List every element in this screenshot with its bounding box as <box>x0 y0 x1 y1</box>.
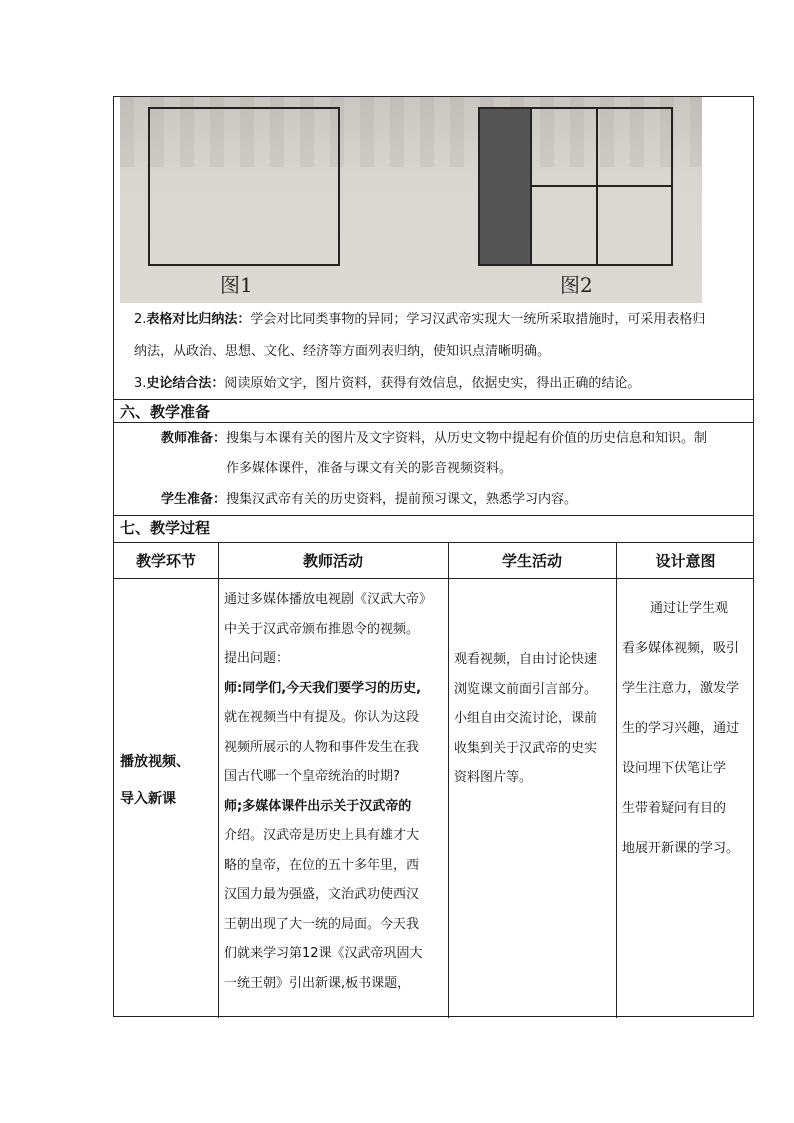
method-3-title: 史论结合法： <box>146 376 225 391</box>
teacher-line: 师;多媒体课件出示关于汉武帝的 <box>224 798 412 814</box>
teacher-line: 提出问题： <box>224 651 290 666</box>
design-line: 生的学习兴趣，通过 <box>622 721 740 736</box>
section-heading-prep: 六、教学准备 <box>120 403 211 421</box>
teacher-line: 们就来学习第12课《汉武帝巩固大 <box>224 946 423 961</box>
student-prep-line-1: 学生准备：搜集汉武帝有关的历史资料，提前预习课文，熟悉学习内容。 <box>161 492 578 507</box>
teacher-line: 王朝出现了大一统的局面。今天我 <box>224 916 420 932</box>
student-line: 观看视频，自由讨论快速 <box>454 652 598 667</box>
figure-2-caption: 图2 <box>560 273 593 297</box>
teacher-line: 通过多媒体播放电视剧《汉武大帝》 <box>224 592 433 607</box>
figure-photo <box>120 97 702 303</box>
teacher-line: 略的皇帝，在位的五十多年里，西 <box>224 857 420 873</box>
design-line: 设问埋下伏笔让学 <box>622 761 727 776</box>
teacher-line: 就在视频当中有提及。你认为这段 <box>224 710 420 725</box>
figure-2-shaded-strip <box>480 109 530 264</box>
student-prep-label: 学生准备： <box>161 492 227 507</box>
header-stage: 教学环节 <box>135 551 196 570</box>
teacher-prep-line-1: 教师准备：搜集与本课有关的图片及文字资料，从历史文物中提起有价值的历史信息和知识。制 <box>161 431 708 446</box>
teacher-prep-label: 教师准备： <box>161 431 227 446</box>
student-line: 浏览课文前面引言部分。 <box>454 681 598 697</box>
student-activity-cell <box>454 645 614 793</box>
student-line: 小组自由交流讨论，课前 <box>454 711 598 726</box>
design-line: 地展开新课的学习。 <box>622 841 740 856</box>
teacher-line: 汉国力最为强盛，文治武功使西汉 <box>224 887 420 902</box>
student-line: 收集到关于汉武帝的史实 <box>454 740 598 756</box>
design-intent-cell <box>622 589 752 869</box>
method-3-line-1: 3.史论结合法：阅读原始文字，图片资料，获得有效信息，依据史实，得出正确的结论。 <box>134 376 641 391</box>
method-2-title: 表格对比归纳法： <box>146 312 251 327</box>
teacher-activity-cell <box>224 585 446 998</box>
teacher-prep-line-2: 作多媒体课件，准备与课文有关的影音视频资料。 <box>226 461 513 476</box>
header-student-activity: 学生活动 <box>501 551 562 570</box>
figure-2-grid <box>478 107 673 266</box>
teacher-line: 视频所展示的人物和事件发生在我 <box>224 739 420 755</box>
header-teacher-activity: 教师活动 <box>302 551 363 570</box>
figure-1-caption: 图1 <box>220 273 253 297</box>
lesson-plan-frame <box>113 96 754 1017</box>
teacher-line: 介绍。汉武帝是历史上具有雄才大 <box>224 828 420 843</box>
design-line: 看多媒体视频，吸引 <box>622 641 740 656</box>
section-heading-process: 七、教学过程 <box>120 519 211 537</box>
teacher-line: 中关于汉武帝颁布推恩令的视频。 <box>224 621 420 637</box>
design-line: 通过让学生观 <box>650 601 729 616</box>
design-line: 学生注意力，激发学 <box>622 681 740 696</box>
design-line: 生带着疑问有目的 <box>622 801 727 816</box>
method-2-line-1: 2.表格对比归纳法：学会对比同类事物的异同；学习汉武帝实现大一统所采取措施时，可采用表格归 <box>134 312 706 327</box>
figure-1-square <box>148 107 340 266</box>
student-line: 资料图片等。 <box>454 770 533 785</box>
header-design-intent: 设计意图 <box>655 551 716 570</box>
teacher-line: 一统王朝》引出新课,板书课题， <box>224 975 411 991</box>
stage-cell: 播放视频、 导入新课 <box>120 754 190 807</box>
teacher-line: 师:同学们,今天我们要学习的历史, <box>224 680 422 696</box>
method-2-line-2: 纳法，从政治、思想、文化、经济等方面列表归纳，使知识点清晰明确。 <box>134 344 551 359</box>
teacher-line: 国古代哪一个皇帝统治的时期? <box>224 769 400 784</box>
